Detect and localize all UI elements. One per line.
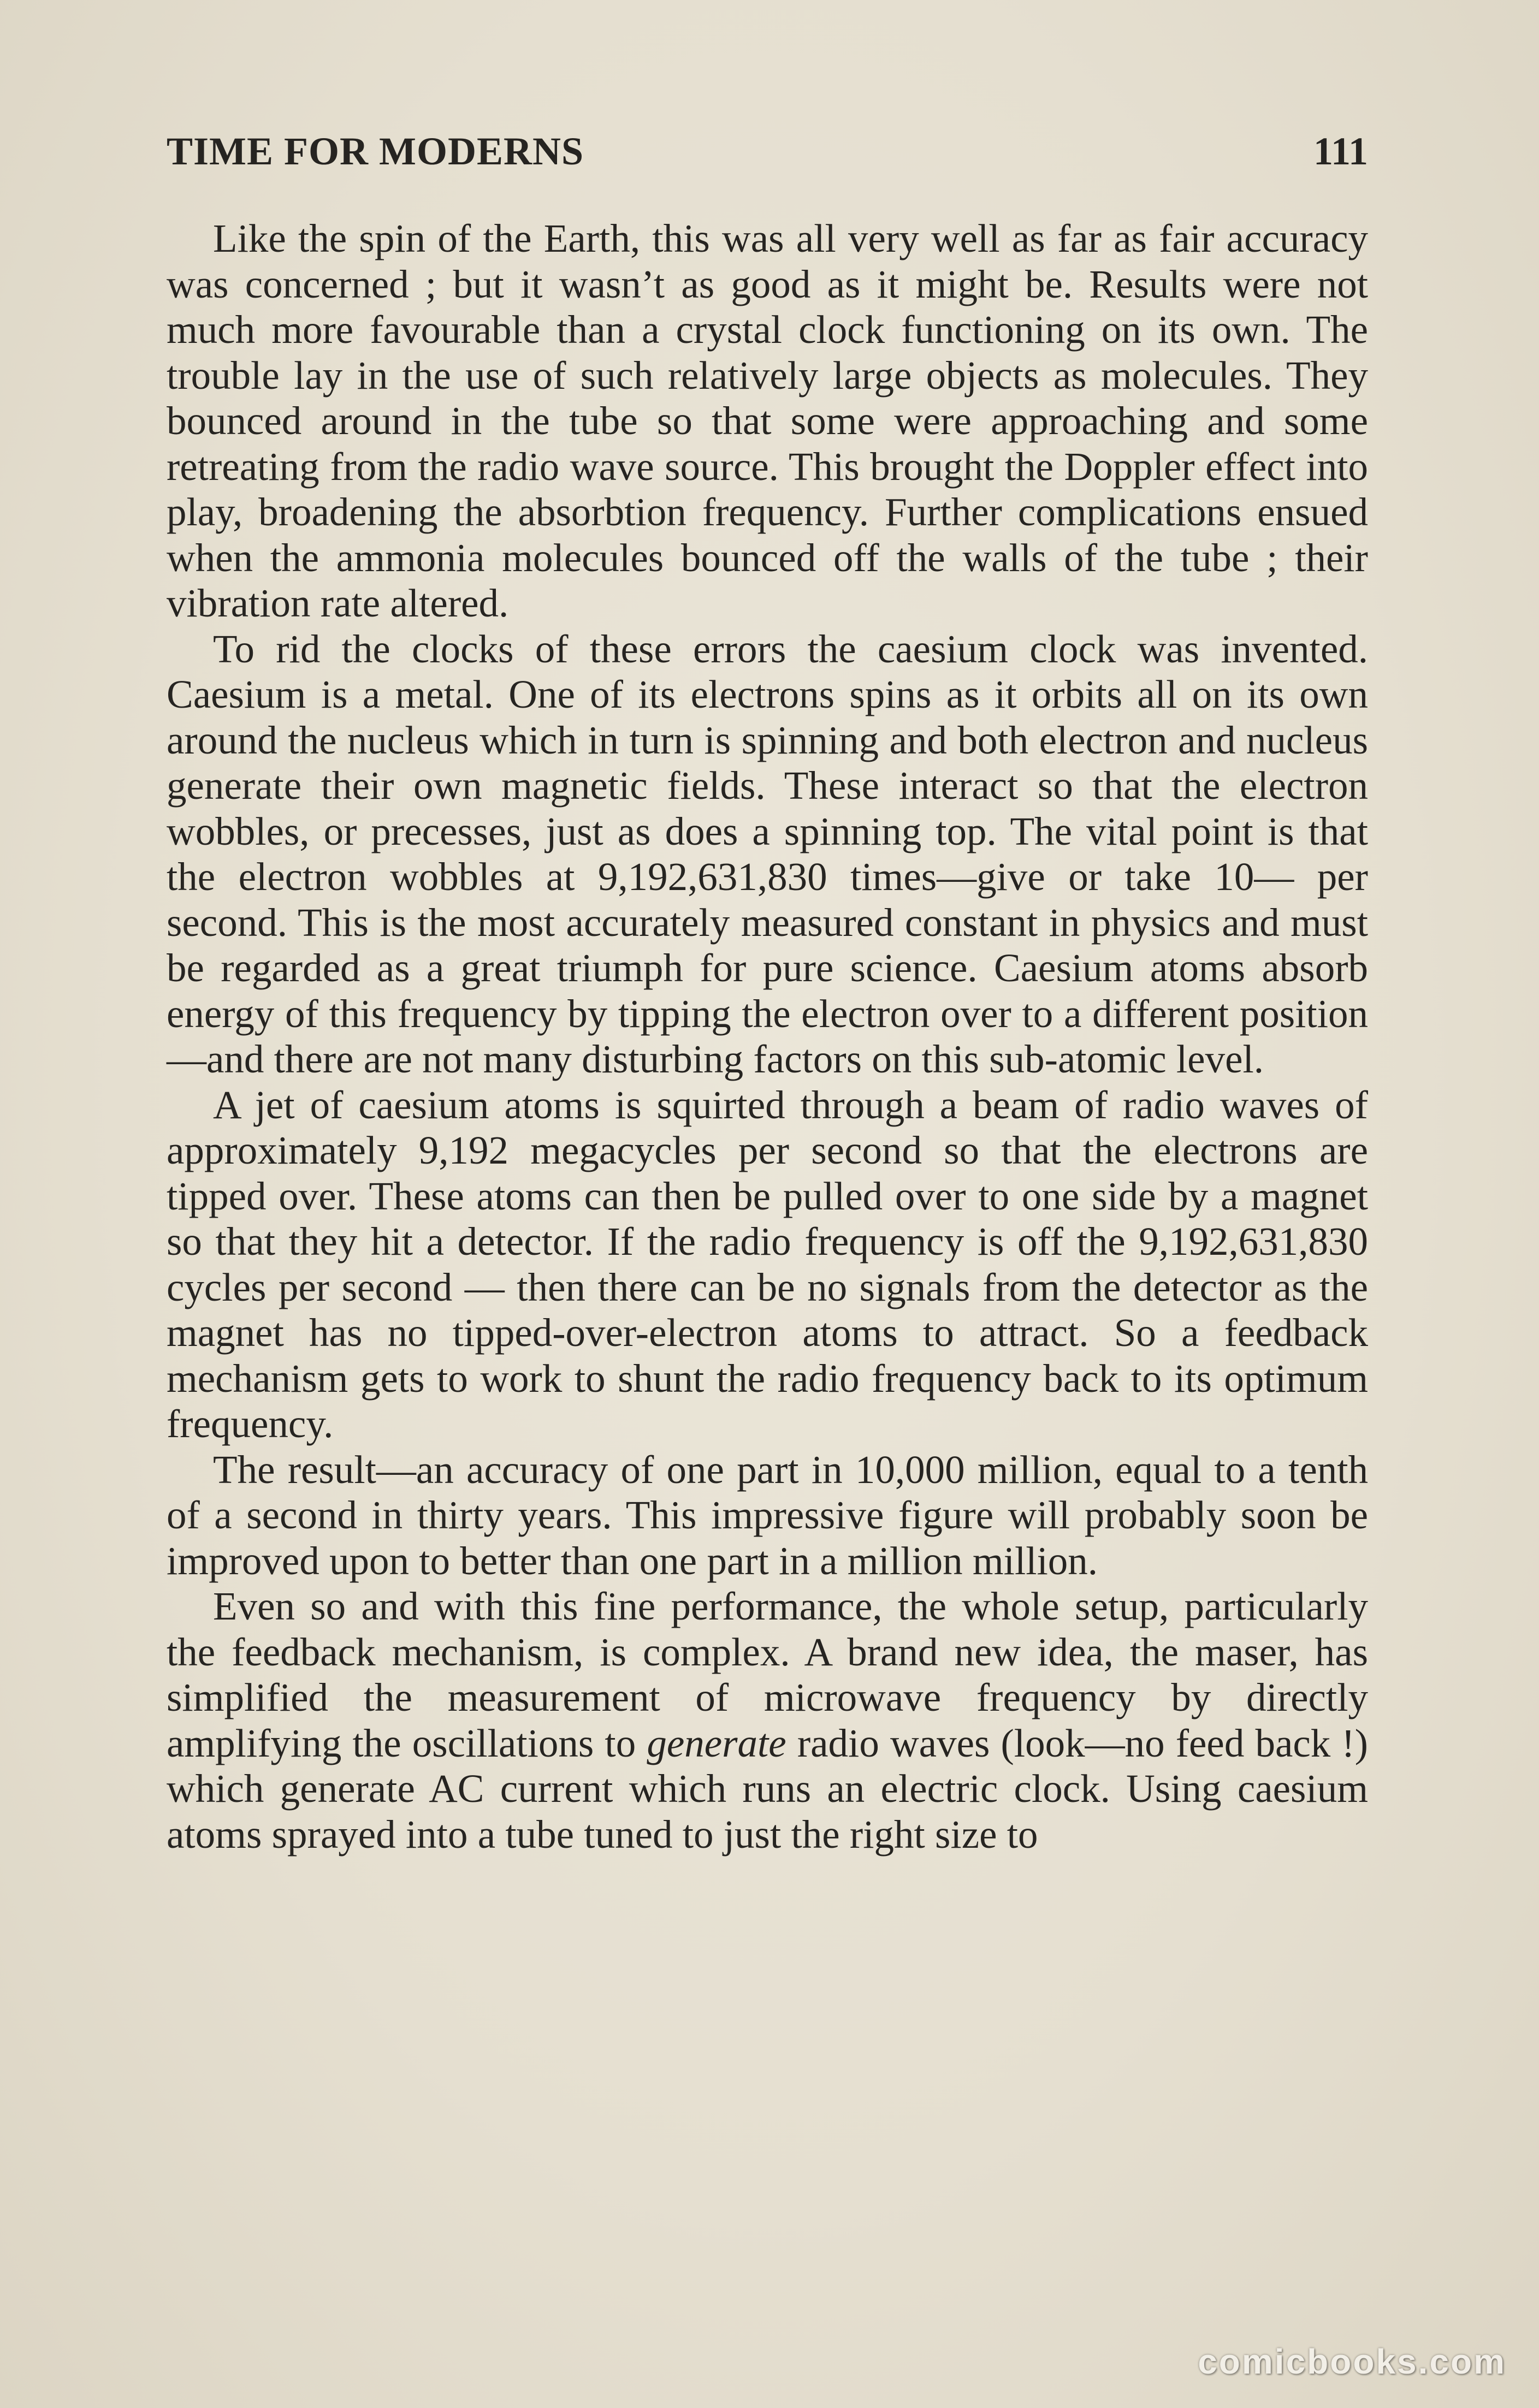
page-header [167, 121, 1368, 181]
body-text [167, 216, 1368, 1857]
paragraph-2: To rid the clocks of these errors the caesium clock was invented. Caesium is a metal. One of its electrons spins as it orbits all on its own around the nucleus which in turn is spinning and both electron and nucleus generate their own magnetic fields. These interact so that the electron wobbles, or precesses, just as does a spinning top. The vital point is that the electron wobbles at 9,192,631,830 times—give or take 10— per second. This is the most accurately measured constant in physics and must be regarded as a great triumph for pure science. Caesium atoms absorb energy of this frequency by tipping the electron over to a different position—and there are not many disturbing factors on this sub-atomic level. [167, 626, 1368, 1081]
paragraph-3: A jet of caesium atoms is squirted through a beam of radio waves of approximately 9,192 megacycles per second so that the electrons are tipped over. These atoms can then be pulled over to one side by a magnet so that they hit a detector. If the radio frequency is off the 9,192,631,830 cycles per second — then there can be no signals from the detector as the magnet has no tipped-over-electron atoms to attract. So a feedback mechanism gets to work to shunt the radio frequency back to its optimum frequency. [167, 1082, 1368, 1446]
watermark: comicbooks.com [1198, 2342, 1506, 2381]
italic-word-generate: generate [647, 1721, 786, 1765]
paragraph-4: The result—an accuracy of one part in 10,000 million, equal to a tenth of a second in thirty years. This impressive figure will probably soon be improved upon to better than one part in a million million. [167, 1447, 1368, 1583]
paragraph-5 [167, 1583, 1368, 1857]
page-number: 111 [1313, 129, 1368, 173]
paragraph-1: Like the spin of the Earth, this was all very well as far as fair accuracy was concerned ; but it wasn’t as good as it might be. Results were not much more favourable than a crystal clock functioning on its own. The trouble lay in the use of such relatively large objects as molecules. They bounced around in the tube so that some were approaching and some retreating from the radio wave source. This brought the Doppler effect into play, broadening the absorbtion frequency. Further complications ensued when the ammonia molecules bounced off the walls of the tube ; their vibration rate altered. [167, 216, 1368, 625]
paragraph-5-part-1: Even so and with this fine performance, the whole setup, particularly the feedback mechanism, is complex. A brand new idea, the maser, has simplified the measurement of microwave frequency by directly amplifying the oscillations to [167, 1584, 1368, 1765]
running-head: TIME FOR MODERNS [167, 129, 584, 173]
paragraph-5-part-2: radio waves (look—no feed back !) which generate AC current which runs an electric clock. Using caesium atoms sprayed into a tube tuned to just the right size to [167, 1721, 1368, 1857]
